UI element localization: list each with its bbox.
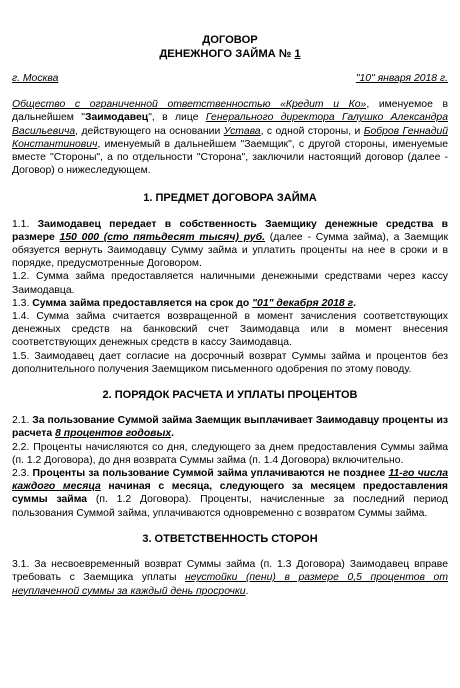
clause-1-4: 1.4. Сумма займа считается возвращенной в момент зачисления соответствующих денежных средств на банковский счет Заимодавца или в момент внесения соответствующих денежных средств в кассу Заимодавца. bbox=[12, 311, 448, 349]
contract-number: 1 bbox=[294, 48, 301, 60]
clause-2-2: 2.2. Проценты начисляются со дня, следующего за днем предоставления Суммы займа (п. 1.2 Договора), до дня возврата Суммы займа (п. 1.4 Договора) включительно. bbox=[12, 441, 448, 466]
date-field: "10" января 2018 г. bbox=[355, 73, 448, 84]
director-name: Генерального директора Галушко Александра Васильевича bbox=[12, 112, 448, 137]
clause-1-5: 1.5. Заимодавец дает согласие на досрочный возврат Суммы займа и процентов без дополнительного получения Заемщиком письменного одобрения по этому поводу. bbox=[12, 350, 448, 375]
section-3-heading: 3. ОТВЕТСТВЕННОСТЬ СТОРОН bbox=[142, 532, 318, 545]
preamble-text-1: , именуемое в дальнейшем " bbox=[12, 99, 448, 124]
clause-2-1 bbox=[12, 414, 448, 440]
doc-title: ДОГОВОР bbox=[202, 34, 258, 46]
loan-due-date: "01" декабря 2018 г bbox=[252, 297, 354, 309]
clause-bold: Заимодавец передает в собственность Заемщику денежные средства в размере bbox=[12, 218, 448, 243]
clause-end: . bbox=[353, 297, 357, 309]
clause-1-2: 1.2. Сумма займа предоставляется наличными денежными средствами через кассу Заимодавца. bbox=[12, 271, 448, 296]
clause-num: 2.3. bbox=[12, 468, 33, 480]
place-date-row bbox=[12, 72, 448, 85]
clause-bold: За пользование Суммой займа Заемщик выплачивает Заимодавцу проценты из расчета bbox=[12, 415, 449, 440]
borrower-name: Бобров Геннадий Константинович bbox=[12, 125, 449, 150]
preamble-text-2: ", в лице bbox=[148, 112, 206, 124]
clause-2-3 bbox=[12, 467, 448, 520]
clause-1-3 bbox=[12, 297, 448, 310]
clause-num: 1.1. bbox=[12, 218, 38, 230]
clause-bold: Сумма займа предоставляется на срок до bbox=[32, 297, 253, 309]
interest-rate: 8 процентов годовых bbox=[55, 428, 172, 440]
basis-doc: Устава bbox=[223, 125, 261, 137]
clause-text: 3.1. За несвоевременный возврат Суммы займа (п. 1.3 Договора) Заимодавец вправе требовать с Заемщика уплаты bbox=[12, 559, 448, 584]
clause-bold: Проценты за пользование Суммой займа уплачиваются не позднее bbox=[32, 468, 389, 480]
clause-text: (далее - Сумма займа), а Заемщик обязуется вернуть Заимодавцу Сумму займа и уплатить проценты на нее в сроки и в порядке, предусмотренные Договором. bbox=[12, 231, 449, 270]
preamble bbox=[12, 98, 448, 177]
lender-term: Заимодавец bbox=[84, 112, 149, 124]
preamble-text-5: , именуемый в дальнейшем "Заемщик", с другой стороны, именуемые вместе "Стороны", а по отдельности "Сторона", заключили настоящий договор (далее - Договор) о нижеследующем. bbox=[12, 138, 448, 177]
subtitle-text: ДЕНЕЖНОГО ЗАЙМА № bbox=[159, 48, 295, 60]
payment-day: 11-го числа каждого месяца bbox=[12, 468, 448, 493]
clause-text: (п. 1.2 Договора). Проценты, начисленные за последний период пользования Суммой займа, уплачиваются одновременно с возвратом Суммы займа. bbox=[12, 494, 448, 519]
clause-bold-2: начиная с месяца, следующего за месяцем предоставления суммы займа bbox=[12, 481, 448, 506]
clause-num: 2.1. bbox=[12, 415, 33, 427]
clause-end: . bbox=[171, 428, 174, 440]
clause-end: . bbox=[245, 585, 249, 597]
doc-subtitle bbox=[12, 47, 448, 61]
clause-3-1 bbox=[12, 558, 448, 598]
penalty-rate: неустойки (пени) в размере 0,5 процентов от неуплаченной суммы за каждый день просрочки bbox=[12, 572, 448, 597]
section-2-heading: 2. ПОРЯДОК РАСЧЕТА И УПЛАТЫ ПРОЦЕНТОВ bbox=[102, 389, 358, 402]
city-field: г. Москва bbox=[12, 73, 59, 84]
clause-1-1 bbox=[12, 218, 448, 271]
preamble-text-4: , с одной стороны, и bbox=[260, 125, 364, 137]
loan-amount: 150 000 (сто пятьдесят тысяч) руб. bbox=[59, 231, 265, 243]
lender-name: Общество с ограниченной ответственностью «Кредит и Ко» bbox=[12, 99, 367, 111]
section-1-heading: 1. ПРЕДМЕТ ДОГОВОРА ЗАЙМА bbox=[143, 192, 317, 205]
clause-num: 1.3. bbox=[12, 297, 33, 309]
preamble-text-3: , действующего на основании bbox=[75, 125, 224, 137]
